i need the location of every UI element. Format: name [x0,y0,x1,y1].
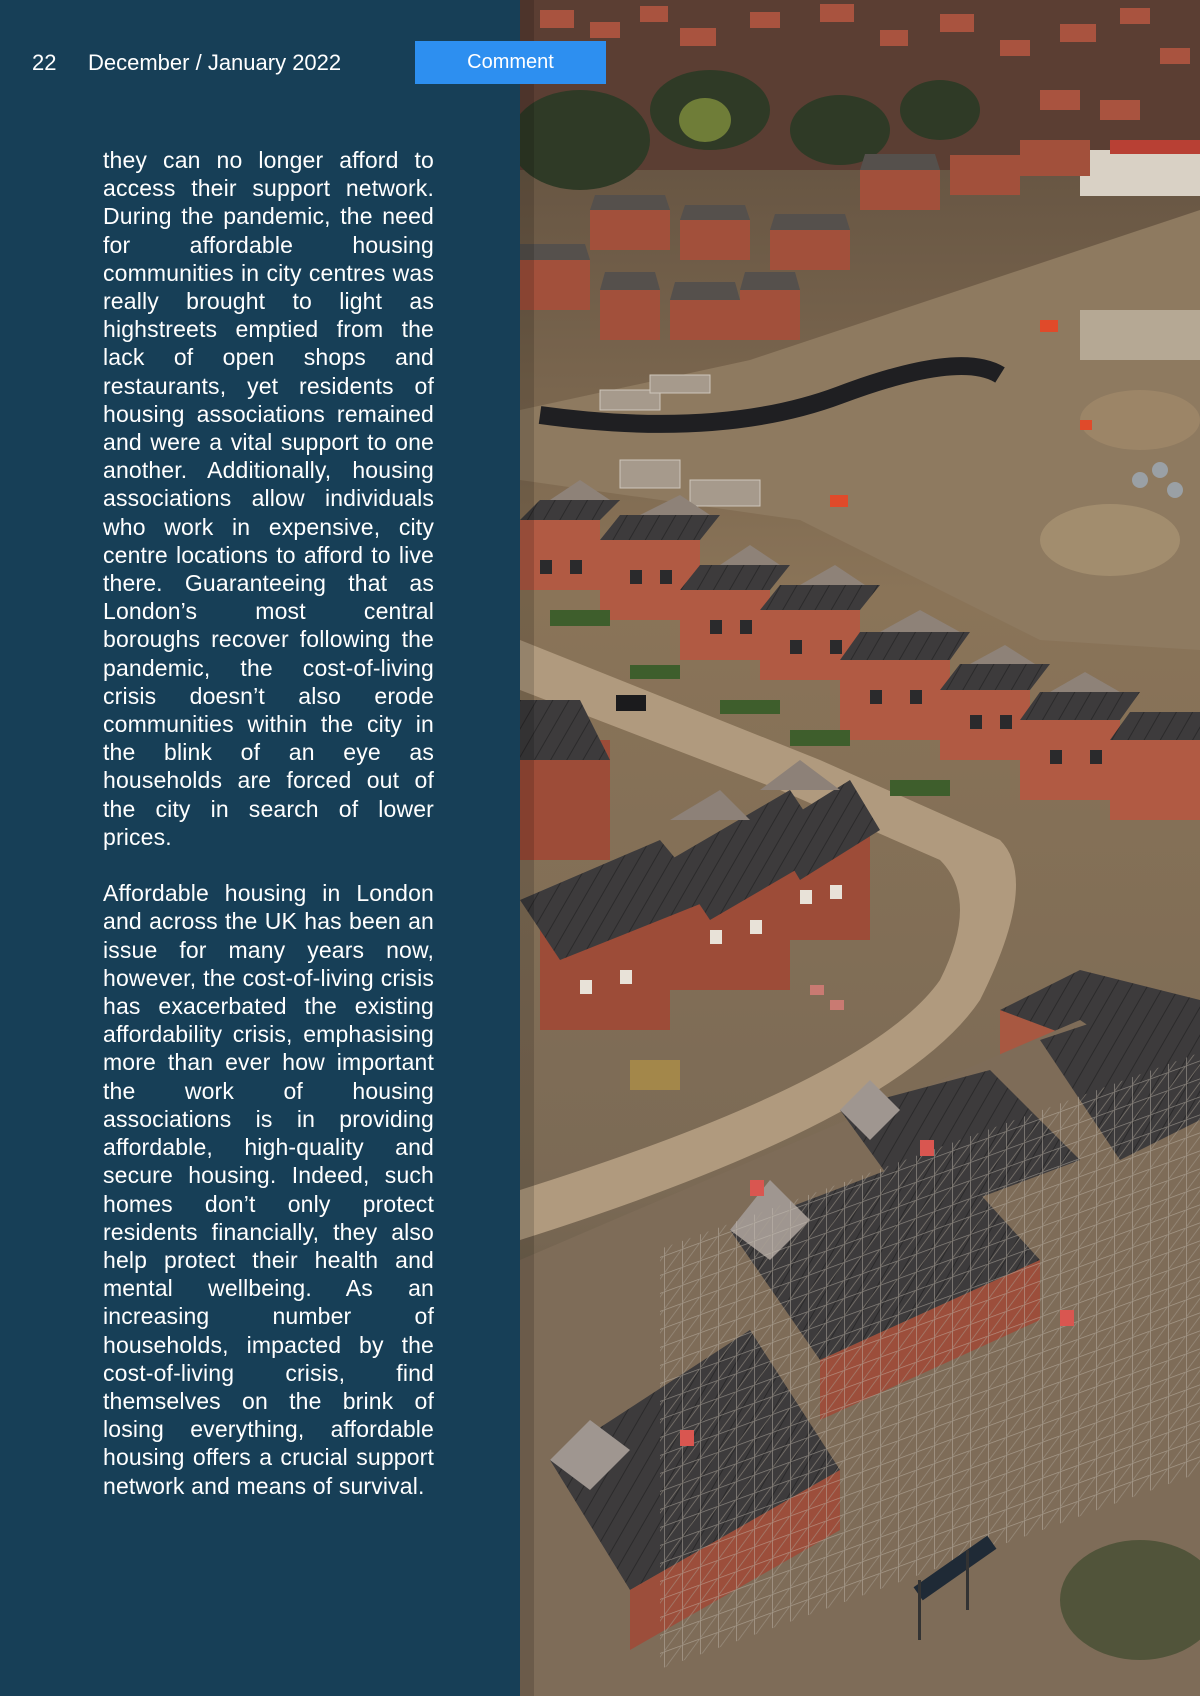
article-paragraph-1: they can no longer afford to access their support network. During the pandemic, the need for affordable housing communities in city centres was really brought to light as highstreets emptied from the lack of open shops and restaurants, yet residents of housing associations remained and were a vital support to one another. Additionally, housing associations allow individuals who work in expensive, city centre locations to afford to live there. Guaranteeing that as London’s most central boroughs recover following the pandemic, the cost-of-living crisis doesn’t also erode communities within the city in the blink of an eye as households are forced out of the city in search of lower prices. [103,147,434,850]
section-tab-comment: Comment [415,41,606,84]
article-body [103,146,434,1500]
distant-rooftops [520,0,1200,196]
issue-date: December / January 2022 [88,50,342,75]
article-paragraph-2: Affordable housing in London and across the UK has been an issue for many years now, however, the cost-of-living crisis has exacerbated the existing affordability crisis, emphasising more than ever how important the work of housing associations is in providing affordable, high-quality and secure housing. Indeed, such homes don’t only protect residents financially, they also help protect their health and mental wellbeing. As an increasing number of households, impacted by the cost-of-living crisis, find themselves on the brink of losing everything, affordable housing offers a crucial support network and means of survival. [103,880,434,1499]
page-number: 22 [32,50,57,75]
aerial-housing-development-photo [520,0,1200,1696]
text-column [0,0,520,1696]
